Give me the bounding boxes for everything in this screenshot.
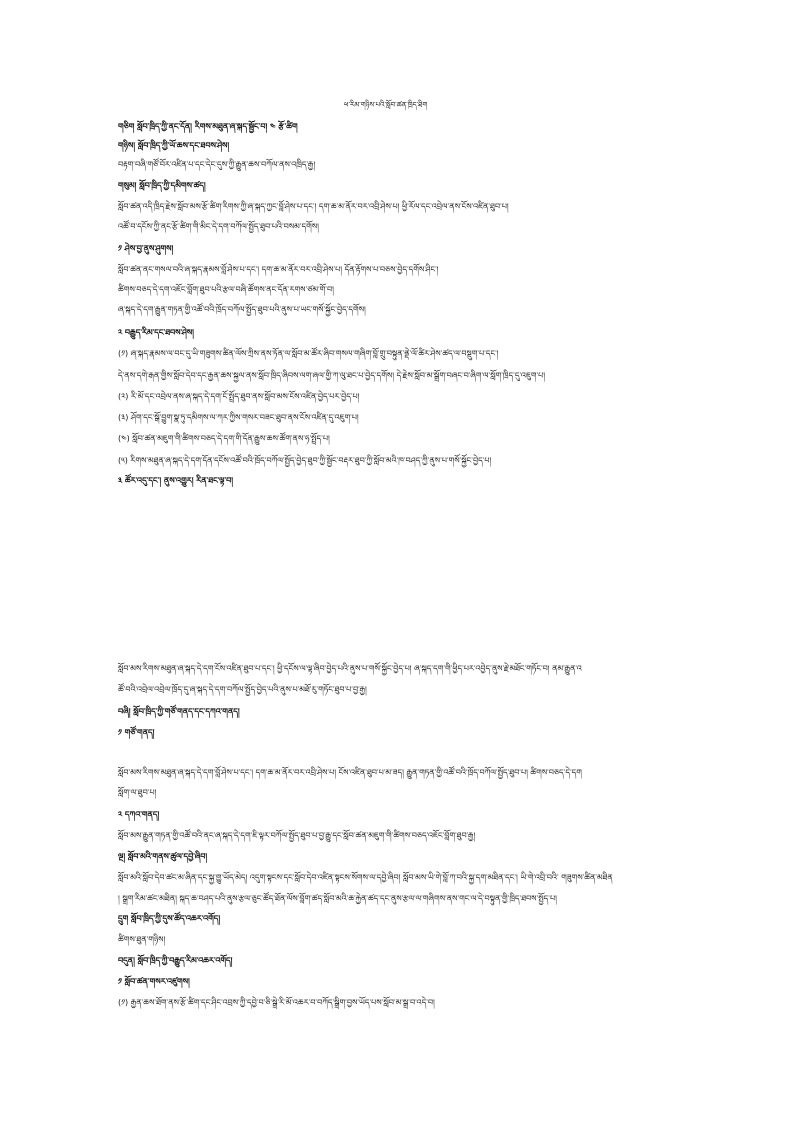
subheading-introduction: ༡ སློབ་ཚན་གསར་འཛུགས། <box>118 977 190 986</box>
paragraph-text: སློག་ལ་ཐུབ་པ། <box>118 788 157 797</box>
subheading-knowledge: ༡ ཤེས་བྱ་ནུས་ཤུགས། <box>118 244 174 253</box>
paragraph-text: ཚིགས་བཅད་དེ་དག་འཇོང་བློག་ཐུབ་པའི་རྩལ་བཞི་ཚོགས་ནང་དོན་རགས་ཙམ་གོ་བ། <box>118 285 334 294</box>
paragraph-text: ཞ་སྐད་དེ་དག་རྒྱུན་གཏན་གྱི་འཚོ་བའི་ཁྲོད་བཀོལ་སྤྱོད་ཐུབ་པའི་ནུས་པ་ཡང་གསོ་སྐྱོང་བྱེད་དགོས། <box>118 305 366 314</box>
paragraph-text: ཚིགས་ཐུན་གཉིས། <box>118 935 166 944</box>
subheading-process: ༢ བརྒྱུད་རིམ་དང་ཐབས་ཤེས། <box>118 328 194 337</box>
section-heading-seven: བདུན། སློབ་ཁྲིད་ཀྱི་བརྒྱུད་རིམ་འཆར་འགོད། <box>118 956 233 965</box>
list-item: (༡) ཞ་སྐད་རྣམས་ལ་བང་དུ་ཡི་གཟུགས་ཚིན་ལོས་ཀྲིས་ནས་ཏོན་ལ་སློབ་མ་ཚོར་ཞིབ་གསལ་གཞིག་བློ་གྲུ་བསྟུན་ནྡེ་ལོ་ཚིར་ཤེས་ཚད་ལ་བསྡུག་པ་དང་། <box>118 349 499 358</box>
paragraph-text: སློབ་ཚན་ནང་གསལ་བའི་ཞ་སྐད་རྣམས་བློ་ཤེས་པ་དང་། དག་ཆ་མ་ནོར་བར་འབྲི་ཤེས་པ། དོན་རྟོགས་པ་བཅས་བྱེད་དགོས་ཤིང་། <box>118 265 439 274</box>
section-heading-three: གསུམ། སློབ་ཁྲིད་ཀྱི་དམིགས་ཚད། <box>118 181 206 190</box>
subheading-difficulty: ༢ དཀའ་གནད། <box>118 810 160 819</box>
page-title: ཕ་རིམ་གཉིས་པའི་སློབ་ཚན་ཁྲིད་ཐིག <box>344 101 428 109</box>
paragraph-text: ། སྒྲག་རིམ་ཚང་མཐིན། སྐད་ཆ་བཤད་པའི་ནུས་རྩལ་ཅུང་ཚོད་ཐོན་ལོས་བློག་ཚད་སློབ་མའི་ཆ་རྐྱེན་ཚད་དང་ནུས་རྩལ་ལ་གཞིགས་ནས་གང་ལ་དེ་བསྟུན་གྱི་ཁྲིད་ཐབས་སྤྱོད་པ། <box>118 894 557 903</box>
list-item: (༥) རིགས་མཐུན་ཞ་སྐད་དེ་དག་དོན་དངོས་འཚོ་བའི་ཁྲོད་བཀོལ་སྤྱོད་བྱེད་ཐུབ་ཀྱི་སྦྱོང་བརྡར་ཐུབ་ཀྱི་སློབ་མའི་ཁ་བཤད་ཀྱི་ནུས་པ་གསོ་སྐྱོང་བྱེད་པ། <box>118 456 492 465</box>
list-item: དེ་ནས་དགེ་རྒན་གྱིས་སློབ་དེབ་དང་རྒྱན་ཆས་སྐྱལ་ནས་སློབ་ཁྲིད་ཞིབས་ལག་ཞལ་གྱི་ཀ་ལུ་ཐང་པ་བྱེད་དགོས། དེ་རྗེས་སློབ་མ་སྒྲོག་བཞང་བ་ཞིག་ལ་སློག་ཁྲིད་དུ་འཇུག་པ། <box>118 371 546 380</box>
paragraph-text: ཚོ་བའི་འབྲེལ་འབྲེལ་ཁྲོད་དུ་ཞ་སྐད་དེ་དག་བཀོལ་སྤྱོད་བྱེད་པའི་ནུས་པ་མཐོ་རུ་གཏོང་ཐུབ་པ་བྱ་རྒྱ། <box>118 685 367 694</box>
section-heading-five: ལྔ། སློབ་མའི་གནས་ཚུལ་དབྱེ་ཞིབ། <box>118 852 208 861</box>
list-item: (༤) སློབ་ཚན་མཇུག་གི་ཚིགས་བཅད་དེ་དག་གི་དོན་རྒྱུས་ཆས་ཚོག་ནས་ཧ་སྤྲོད་པ། <box>118 434 330 443</box>
paragraph-text: འཚོ་བ་དངོས་ཀྱི་ནང་རྩོ་ཚིག་གི་མིང་དེ་དག་བཀོལ་སྤྱོད་ཐུབ་པའི་བསམ་དགོས། <box>118 222 319 231</box>
list-item: (༡) རྒྱན་ཆས་ཐོག་ནས་རྩོ་ཚིག་དང་ཤིང་འབྲས་ཀྱི་དབྱེ་བ་ཅི་སྒྲེ་རི་མོ་འཆར་བ་བཀོད་སྒྲིག་བྱས་ཡོད་པས་སློབ་མ་སྒྲ་བ་འདེ་བ། <box>118 998 435 1007</box>
subheading-key-points: ༡ གཙོ་གནད། <box>118 728 155 737</box>
paragraph-text: སློབ་མས་རྒྱུན་གཏན་གྱི་འཚོ་བའི་ནང་ཞ་སྐད་དེ་དག་ཇི་ལྟར་བཀོལ་སྤྱོད་ཐུབ་པ་བྱ་རྒྱུ་དང་སློབ་ཚན་མཇུག་གི་ཚིགས་བཅད་འཇོང་བློག་ཐུབ་རྒྱ། <box>118 831 476 840</box>
section-heading-one: གཅིག སློབ་ཁྲིད་ཀྱི་ནང་དོན། རིགས་མཐུན་ཞ་སྐད་སྦྱོང་བ། ༤ རྩོ་ཚིག <box>118 122 298 131</box>
section-heading-two: གཉིས། སློབ་ཁྲིད་ཀྱི་ཡོ་ཆས་དང་ཐབས་ཤེས། <box>118 141 230 150</box>
subheading-attitude: ༣ ཚོར་འདུ་དང་། ནུས་འགྱུར། རིན་ཐང་ལྟ་བ། <box>118 476 234 485</box>
paragraph-text: སློབ་མས་རིགས་མཐུན་ཞ་སྐད་དེ་དག་ངོས་འཛིན་ཐུབ་པ་དང་། ཕྱི་དངོས་ལ་ལྟ་ཞིབ་བྱེད་པའི་ནུས་པ་གསོ་སྐྱོང་བྱེད་པ། ཞ་སྐད་དག་གི་ཕྱིད་པར་འབྱེད་ནུས་རྗེ་མཐོང་གཏོང་བ། ནམ་རྒྱུན་འ <box>118 664 582 673</box>
blank-area <box>118 495 678 655</box>
paragraph-text: སློབ་ཚན་འདི་ཁྲིད་རྗེས་སློབ་མས་རྩོ་ཚིག་རིགས་ཀྱི་ཞ་སྐད་ཀྱང་བློ་ཤེས་པ་དང་། དག་ཆ་མ་ནོར་བར་འབྲི་ཤེས་པ། ཕྱི་རོལ་དང་འབྲེལ་ནས་ངོས་འཛིན་ཐུབ་པ། <box>118 202 509 211</box>
section-heading-six: དྲུག སློབ་ཁྲིད་ཀྱི་དུས་ཚོད་འཆར་འགོད། <box>118 914 221 923</box>
list-item: (༣) ཤོག་དང་སྒོ་བྱུག་སྣ་ཏུ་དམིགས་ལ་ཀར་ཀྱིས་གསར་བཟང་ཐུབ་ནས་ངོས་འཛིན་དུ་འཇུག་པ། <box>118 413 359 422</box>
paragraph-text: སློབ་མའི་སློབ་དེབ་ཚང་མ་ཞིན་དང་སྐྱ་གྱུ་ཡོད་མེད། འདུག་སྟངས་དང་སློབ་དེབ་འཛིན་སྟངས་སོགས་ལ་དབྱེ་ཞིབ། སློབ་མས་ཡི་གེ་བློ་ཀ་བའི་སྐྱ་དག་མཐིན་དང་། ཡི་གེ་འབྲི་བའི་ གཟུགས་ཚིན་མཐིན <box>118 873 613 882</box>
paragraph-text: སློབ་མས་རིགས་མཐུན་ཞ་སྐད་དེ་དག་བློ་ཤེས་པ་དང་། དག་ཆ་མ་ནོར་བར་འབྲི་ཤེས་པ། ངོས་འཛིན་ཐུབ་པ་མ་ཟད། རྒྱུན་གཏན་གྱི་འཚོ་བའི་ཁྲོད་བཀོལ་སྤྱོད་ཐུབ་པ། ཚིགས་བཅད་དེ་དག <box>118 768 582 777</box>
section-heading-four: བཞི། སློབ་ཁྲིད་ཀྱི་གཙོ་གནད་དང་དཀའ་གནད། <box>118 707 240 716</box>
paragraph-text: བརྟག་བཞི་གཙོ་བོར་འཛིན་པ་དང་དེང་དུས་ཀྱི་རྒྱུན་ཆས་བཀོལ་ནས་འཁྲིད་རྒྱ། <box>118 160 316 169</box>
list-item: (༢) རི་མོ་དང་འབྲེལ་ནས་ཞ་སྐད་དེ་དག་ངོ་སྤྲོད་ཐུབ་ནས་སློབ་མས་ངོས་འཛིན་བྱེད་པར་བྱེད་པ། <box>118 392 360 401</box>
